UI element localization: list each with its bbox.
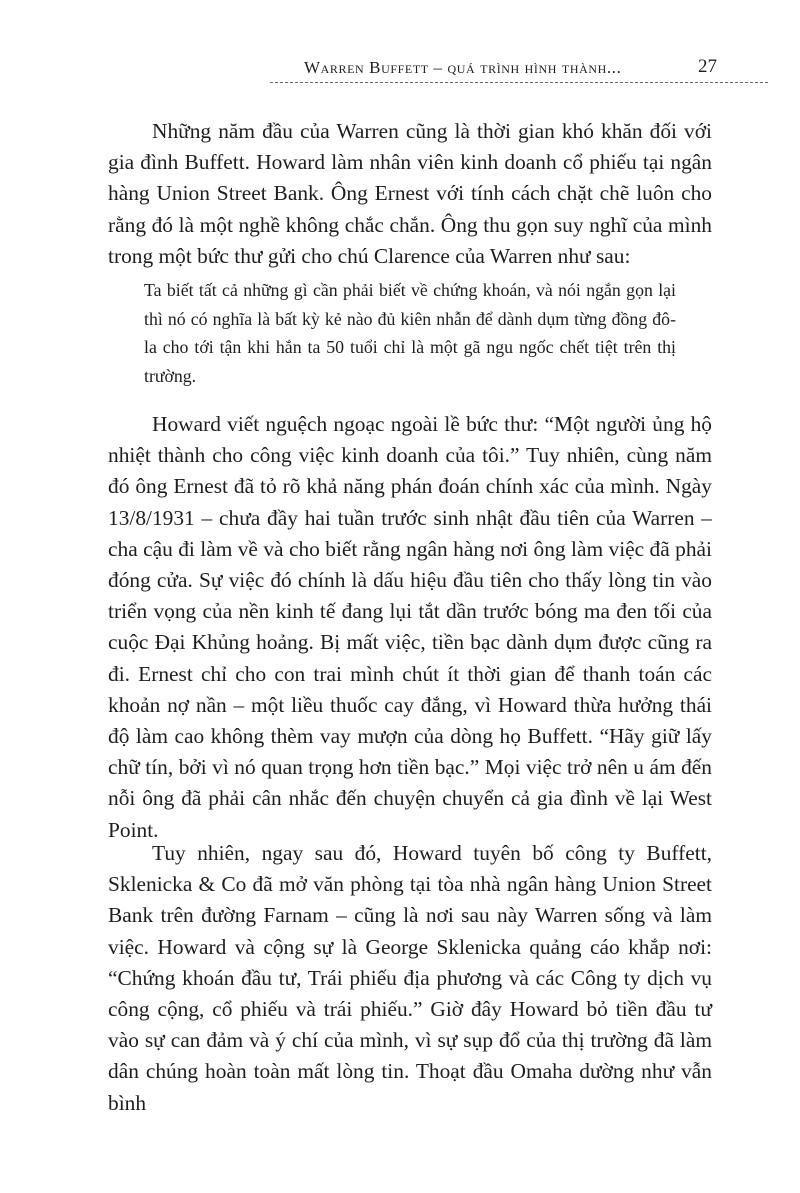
paragraph-opening: Những năm đầu của Warren cũng là thời gian khó khăn đối với gia đình Buffett. Howard làm nhân viên kinh doanh cổ phiếu tại ngân hàng Union Street Bank. Ông Ernest với tính cách chặt chẽ luôn cho rằng đó là một nghề không chắc chắn. Ông thu gọn suy nghĩ của mình trong một bức thư gửi cho chú Clarence của Warren như sau: (108, 119, 712, 268)
running-title: Warren Buffett – quá trình hình thành... (304, 58, 622, 77)
paragraph-bank-closure: Howard viết nguệch ngoạc ngoài lề bức thư: “Một người ủng hộ nhiệt thành cho công việc kinh doanh của tôi.” Tuy nhiên, cùng năm đó ông Ernest đã tỏ rõ khả năng phán đoán chính xác của mình. Ngày 13/8/1931 – chưa đầy hai tuần trước sinh nhật đầu tiên của Warren – cha cậu đi làm về và cho biết rằng ngân hàng nơi ông làm việc đã phải đóng cửa. Sự việc đó chính là dấu hiệu đầu tiên cho thấy lòng tin vào triển vọng của nền kinh tế đang lụi tắt dần trước bóng ma đen tối của cuộc Đại Khủng hoảng. Bị mất việc, tiền bạc dành dụm được cũng ra đi. Ernest chỉ cho con trai mình chút ít thời gian để thanh toán các khoản nợ nần – một liều thuốc cay đắng, vì Howard thừa hưởng thái độ làm cao không thèm vay mượn của dòng họ Buffett. “Hãy giữ lấy chữ tín, bởi vì nó quan trọng hơn tiền bạc.” Mọi việc trở nên u ám đến nỗi ông đã phải cân nhắc đến chuyện chuyển cả gia đình về lại West Point. (108, 412, 712, 842)
block-quote-letter: Ta biết tất cả những gì cần phải biết về chứng khoán, và nói ngắn gọn lại thì nó có nghĩa là bất kỳ kẻ nào đủ kiên nhẫn để dành dụm từng đồng đô-la cho tới tận khi hắn ta 50 tuổi chỉ là một gã ngu ngốc chết tiệt trên thị trường. (144, 280, 676, 386)
running-header (270, 56, 768, 83)
paragraph-new-firm: Tuy nhiên, ngay sau đó, Howard tuyên bố công ty Buffett, Sklenicka & Co đã mở văn phòng tại tòa nhà ngân hàng Union Street Bank trên đường Farnam – cũng là nơi sau này Warren sống và làm việc. Howard và cộng sự là George Sklenicka quảng cáo khắp nơi: “Chứng khoán đầu tư, Trái phiếu địa phương và các Công ty dịch vụ công cộng, cổ phiếu và trái phiếu.” Giờ đây Howard bỏ tiền đầu tư vào sự can đảm và ý chí của mình, vì sự sụp đổ của thị trường đã làm dân chúng hoàn toàn mất lòng tin. Thoạt đầu Omaha dường như vẫn bình (108, 841, 712, 1115)
page-number: 27 (698, 56, 717, 77)
